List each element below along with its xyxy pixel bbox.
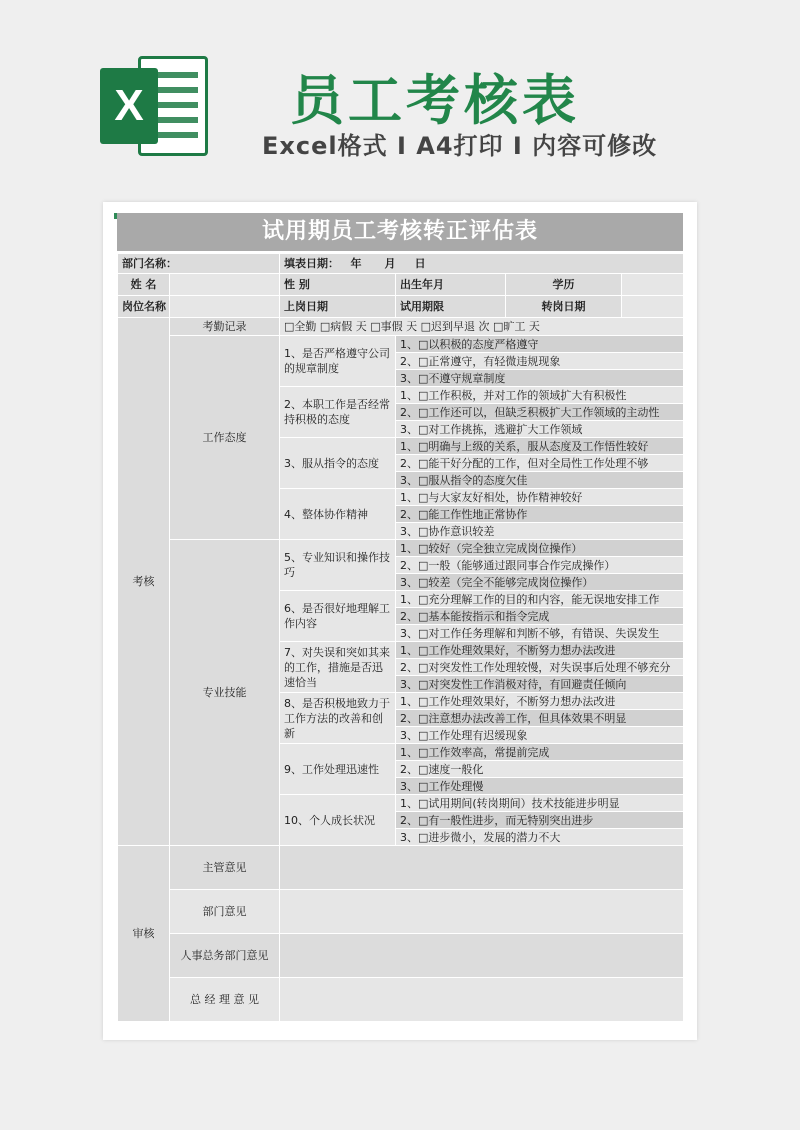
option-4-2[interactable]: 2、□能工作性地正常协作 xyxy=(396,506,684,523)
form-title: 试用期员工考核转正评估表 xyxy=(117,213,683,251)
post-label: 岗位名称 xyxy=(118,296,170,318)
header-row-name xyxy=(118,274,684,296)
option-7-3[interactable]: 3、□对突发性工作消极对待，有回避责任倾向 xyxy=(396,676,684,693)
name-label: 姓 名 xyxy=(118,274,170,296)
question-6: 6、是否很好地理解工作内容 xyxy=(280,591,396,642)
skill-label: 专业技能 xyxy=(170,540,280,846)
banner xyxy=(0,0,800,200)
option-1-1[interactable]: 1、□以积极的态度严格遵守 xyxy=(396,336,684,353)
option-6-3[interactable]: 3、□对工作任务理解和判断不够，有错误、失误发生 xyxy=(396,625,684,642)
attitude-label: 工作态度 xyxy=(170,336,280,540)
option-10-2[interactable]: 2、□有一般性进步，而无特别突出进步 xyxy=(396,812,684,829)
regular-input[interactable] xyxy=(622,296,684,318)
option-3-2[interactable]: 2、□能干好分配的工作，但对全局性工作处理不够 xyxy=(396,455,684,472)
attendance-options[interactable]: □全勤 □病假 天 □事假 天 □迟到早退 次 □旷工 天 xyxy=(280,318,684,336)
review-hr-input[interactable] xyxy=(280,934,684,978)
attendance-row xyxy=(118,318,684,336)
dept-label: 部门名称： xyxy=(122,257,177,270)
review-supervisor-label: 主管意见 xyxy=(170,846,280,890)
birth-label: 出生年月 xyxy=(396,274,506,296)
option-5-2[interactable]: 2、□一般（能够通过跟同事合作完成操作） xyxy=(396,557,684,574)
option-8-1[interactable]: 1、□工作处理效果好，不断努力想办法改进 xyxy=(396,693,684,710)
question-10: 10、个人成长状况 xyxy=(280,795,396,846)
date-day: 日 xyxy=(414,257,426,270)
review-row xyxy=(118,846,684,890)
attendance-label: 考勤记录 xyxy=(170,318,280,336)
option-10-3[interactable]: 3、□进步微小，发展的潜力不大 xyxy=(396,829,684,846)
dept-label-cell[interactable] xyxy=(118,254,280,274)
option-4-1[interactable]: 1、□与大家友好相处，协作精神较好 xyxy=(396,489,684,506)
option-6-2[interactable]: 2、□基本能按指示和指令完成 xyxy=(396,608,684,625)
question-7: 7、对失误和突如其来的工作，措施是否迅速恰当 xyxy=(280,642,396,693)
option-5-1[interactable]: 1、□较好（完全独立完成岗位操作） xyxy=(396,540,684,557)
review-dept-label: 部门意见 xyxy=(170,890,280,934)
option-9-1[interactable]: 1、□工作效率高，常提前完成 xyxy=(396,744,684,761)
date-month: 月 xyxy=(384,257,396,270)
option-8-3[interactable]: 3、□工作处理有迟缓现象 xyxy=(396,727,684,744)
edu-label: 学历 xyxy=(506,274,622,296)
review-gm-input[interactable] xyxy=(280,978,684,1022)
excel-letter-x: X xyxy=(100,68,158,144)
question-2: 2、本职工作是否经常持积极的态度 xyxy=(280,387,396,438)
name-input[interactable] xyxy=(170,274,280,296)
option-2-1[interactable]: 1、□工作积极，并对工作的领域扩大有积极性 xyxy=(396,387,684,404)
edu-input[interactable] xyxy=(622,274,684,296)
review-dept-input[interactable] xyxy=(280,890,684,934)
question-5: 5、专业知识和操作技巧 xyxy=(280,540,396,591)
excel-icon xyxy=(100,56,220,156)
date-cell[interactable] xyxy=(280,254,684,274)
review-label: 审核 xyxy=(118,846,170,1022)
option-9-2[interactable]: 2、□速度一般化 xyxy=(396,761,684,778)
review-hr-label: 人事总务部门意见 xyxy=(170,934,280,978)
onboard-label: 上岗日期 xyxy=(280,296,396,318)
option-6-1[interactable]: 1、□充分理解工作的目的和内容，能无误地安排工作 xyxy=(396,591,684,608)
banner-subtitle: Excel格式 Ⅰ A4打印 Ⅰ 内容可修改 xyxy=(262,132,658,160)
option-5-3[interactable]: 3、□较差（完全不能够完成岗位操作） xyxy=(396,574,684,591)
kaohe-label: 考核 xyxy=(118,318,170,846)
review-row xyxy=(118,934,684,978)
option-7-2[interactable]: 2、□对突发性工作处理较慢，对失误事后处理不够充分 xyxy=(396,659,684,676)
option-8-2[interactable]: 2、□注意想办法改善工作，但具体效果不明显 xyxy=(396,710,684,727)
skill-row xyxy=(118,540,684,557)
header-row-post xyxy=(118,296,684,318)
date-label: 填表日期： xyxy=(284,257,339,270)
banner-title: 员工考核表 xyxy=(290,69,580,132)
question-1: 1、是否严格遵守公司的规章制度 xyxy=(280,336,396,387)
probation-label: 试用期限 xyxy=(396,296,506,318)
option-2-2[interactable]: 2、□工作还可以，但缺乏积极扩大工作领域的主动性 xyxy=(396,404,684,421)
option-4-3[interactable]: 3、□协作意识较差 xyxy=(396,523,684,540)
review-row xyxy=(118,978,684,1022)
option-9-3[interactable]: 3、□工作处理慢 xyxy=(396,778,684,795)
option-1-2[interactable]: 2、□正常遵守，有轻微违规现象 xyxy=(396,353,684,370)
gender-label: 性 别 xyxy=(280,274,396,296)
regular-label: 转岗日期 xyxy=(506,296,622,318)
evaluation-table xyxy=(117,253,684,1022)
review-row xyxy=(118,890,684,934)
option-3-1[interactable]: 1、□明确与上级的关系，服从态度及工作悟性较好 xyxy=(396,438,684,455)
review-gm-label: 总 经 理 意 见 xyxy=(170,978,280,1022)
option-2-3[interactable]: 3、□对工作挑拣，逃避扩大工作领域 xyxy=(396,421,684,438)
question-4: 4、整体协作精神 xyxy=(280,489,396,540)
post-input[interactable] xyxy=(170,296,280,318)
header-row-dept xyxy=(118,254,684,274)
date-year: 年 xyxy=(350,257,362,270)
option-1-3[interactable]: 3、□不遵守规章制度 xyxy=(396,370,684,387)
review-supervisor-input[interactable] xyxy=(280,846,684,890)
option-7-1[interactable]: 1、□工作处理效果好，不断努力想办法改进 xyxy=(396,642,684,659)
option-10-1[interactable]: 1、□试用期间(转岗期间）技术技能进步明显 xyxy=(396,795,684,812)
question-3: 3、服从指令的态度 xyxy=(280,438,396,489)
question-9: 9、工作处理迅速性 xyxy=(280,744,396,795)
question-8: 8、是否积极地致力于工作方法的改善和创新 xyxy=(280,693,396,744)
attitude-row xyxy=(118,336,684,353)
option-3-3[interactable]: 3、□服从指令的态度欠佳 xyxy=(396,472,684,489)
